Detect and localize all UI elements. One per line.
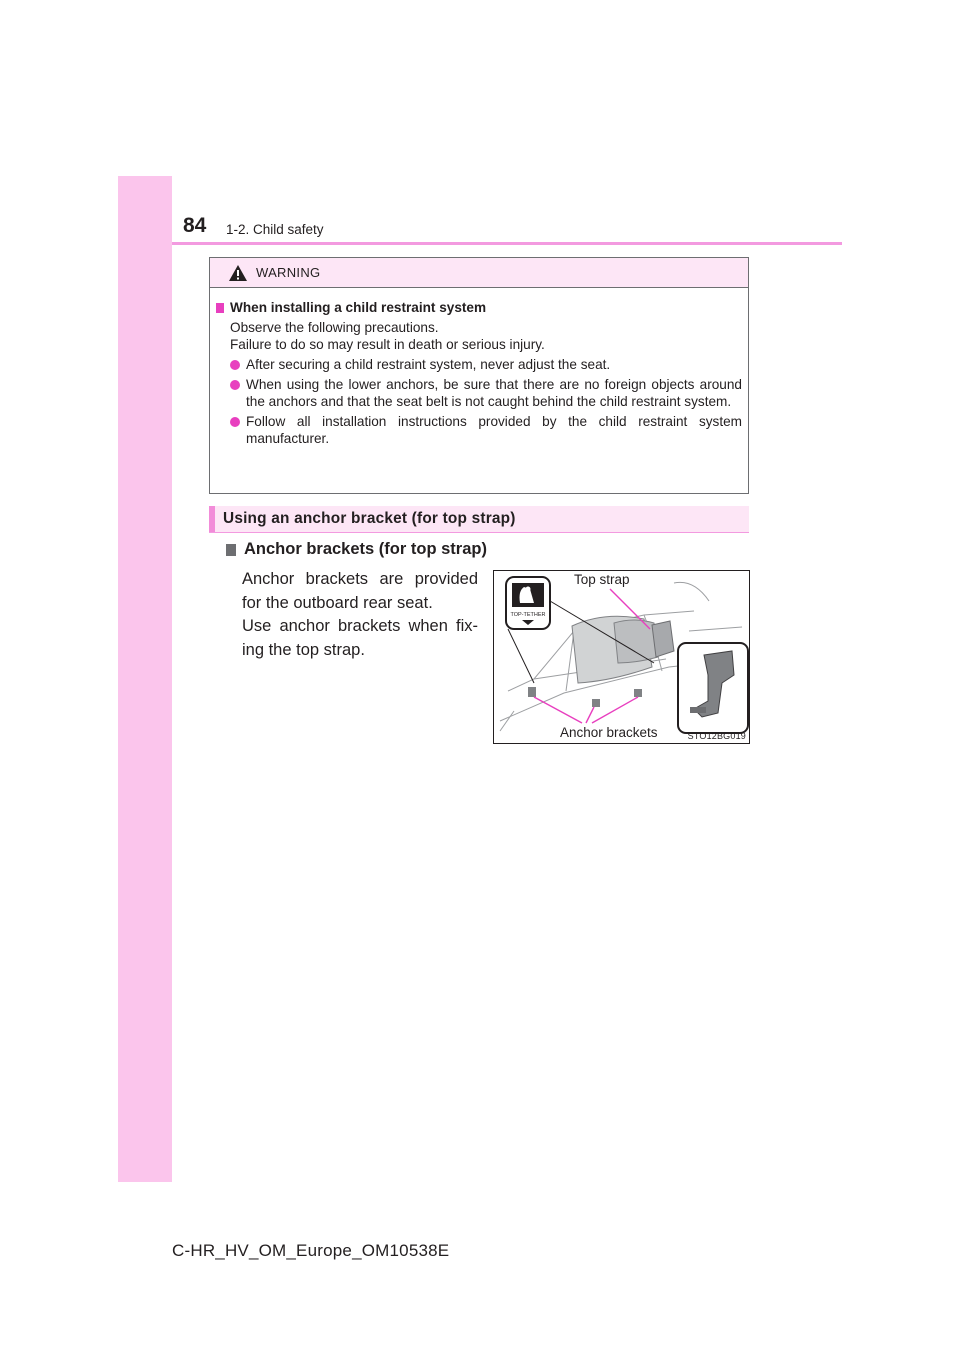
- side-strip: [118, 176, 172, 1182]
- circle-bullet-icon: [230, 360, 240, 370]
- square-bullet-icon: [226, 544, 236, 556]
- warning-box: [209, 257, 749, 494]
- section-heading-bar: [209, 506, 749, 533]
- callout-top-strap: Top strap: [574, 572, 630, 587]
- circle-bullet-icon: [230, 417, 240, 427]
- circle-bullet-icon: [230, 380, 240, 390]
- warning-header: [210, 258, 748, 288]
- warning-bullet-text: After securing a child restraint system, never adjust the seat.: [246, 357, 611, 372]
- square-bullet-icon: [216, 303, 224, 313]
- section-heading: Using an anchor bracket (for top strap): [223, 510, 516, 527]
- illustration-drawing: [494, 571, 749, 743]
- section-title: 1-2. Child safety: [226, 222, 324, 237]
- section-bar-accent: [209, 506, 215, 532]
- warning-bullet-list: [216, 356, 742, 447]
- body-paragraph: Use anchor brackets when fix-ing the top strap.: [242, 617, 478, 659]
- body-paragraph: Anchor brackets are provided for the outboard rear seat.: [242, 570, 478, 612]
- figure-code: STO12BG019: [687, 731, 746, 741]
- warning-intro-line: Observe the following precautions.: [230, 320, 439, 335]
- warning-bullet-text: Follow all installation instructions provided by the child restraint system manufacturer.: [246, 414, 742, 446]
- warning-bullet: [216, 376, 742, 410]
- page-number: 84: [183, 214, 207, 237]
- subsection-heading: [226, 540, 487, 559]
- warning-bullet: [216, 356, 742, 373]
- warning-heading: [216, 299, 742, 316]
- warning-bullet: [216, 413, 742, 447]
- warning-triangle-icon: [228, 264, 248, 282]
- warning-body: [210, 288, 748, 447]
- warning-intro: [216, 319, 742, 353]
- subsection-heading-text: Anchor brackets (for top strap): [244, 540, 487, 558]
- callout-anchor-brackets: Anchor brackets: [560, 725, 658, 740]
- warning-heading-text: When installing a child restraint system: [230, 300, 487, 315]
- warning-bullet-text: When using the lower anchors, be sure that there are no foreign objects around the anchors and that the seat belt is not caught behind the child restraint system.: [246, 377, 742, 409]
- header-rule: [172, 242, 842, 245]
- warning-label: WARNING: [256, 265, 321, 280]
- footer-doc-code: C-HR_HV_OM_Europe_OM10538E: [172, 1241, 450, 1260]
- anchor-bracket-illustration: [493, 570, 750, 744]
- emblem-text: TOP-TETHER: [510, 612, 546, 618]
- warning-intro-line: Failure to do so may result in death or serious injury.: [230, 337, 545, 352]
